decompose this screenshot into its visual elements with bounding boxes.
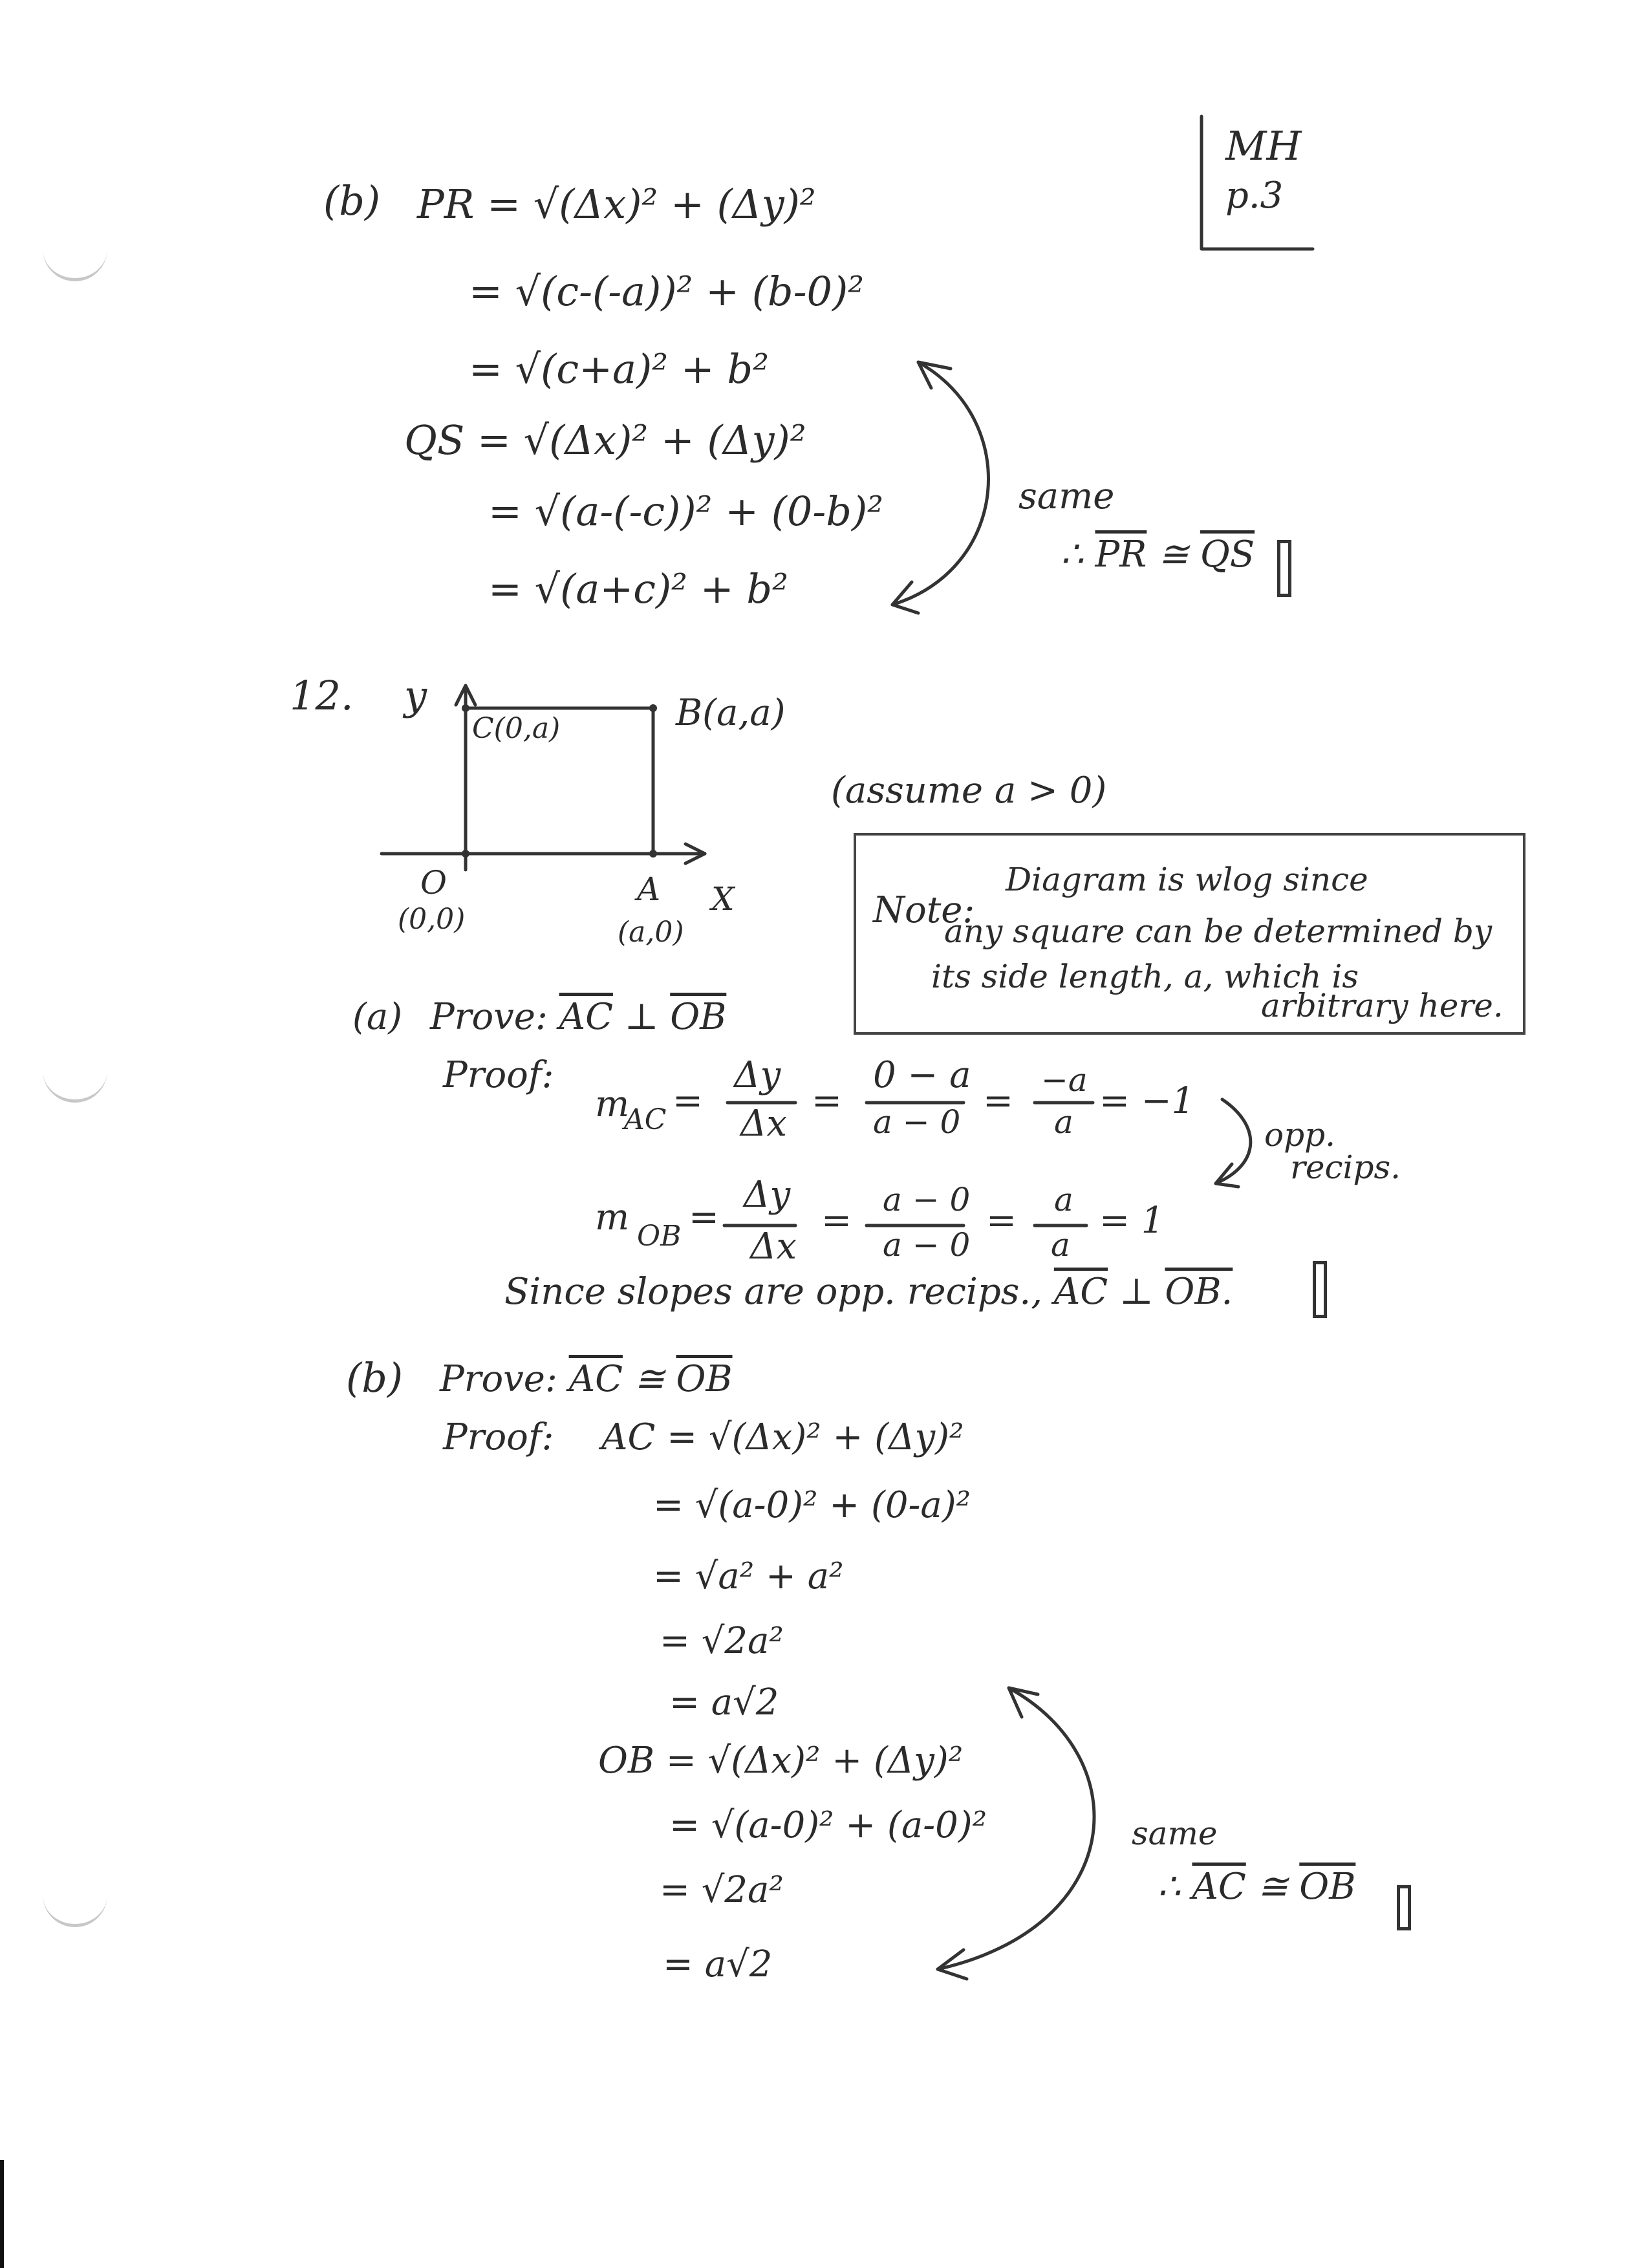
- since-statement: [504, 1271, 1233, 1313]
- slope-ac-result: = −1: [1099, 1080, 1195, 1122]
- slope-ob-result: = 1: [1099, 1200, 1165, 1242]
- part-a-statement: [430, 996, 727, 1038]
- note-line-1: Diagram is wlog since: [1006, 861, 1368, 898]
- conclusion-congruent-symbol: ≅: [1257, 1866, 1288, 1908]
- ac-ob-conclusion: [1158, 1866, 1356, 1908]
- assumption-text: (assume a > 0): [831, 770, 1107, 812]
- ac-line-5: = a√2: [669, 1681, 779, 1723]
- proof-label-a: Proof:: [443, 1054, 554, 1096]
- slope-ob-frac3-den: a: [1051, 1226, 1070, 1264]
- slope-ac-frac3-num: −a: [1041, 1061, 1088, 1099]
- part-b-statement: [440, 1358, 733, 1400]
- slope-ac-frac1-num: Δy: [734, 1054, 781, 1096]
- scan-edge: [0, 2160, 4, 2268]
- point-c-dot: [462, 704, 469, 712]
- segment-qs: $\overline{QS}$: [1200, 534, 1255, 576]
- pr-line-3: = √(c+a)² + b²: [469, 345, 769, 393]
- eq-sign-b1: =: [689, 1196, 719, 1238]
- slope-ac-frac2-den: a − 0: [873, 1103, 961, 1141]
- point-b-dot: [649, 704, 657, 712]
- point-o-coords: (0,0): [398, 903, 466, 936]
- conclusion-segment-ob: $\overline{OB}$: [1299, 1866, 1356, 1908]
- x-axis-arrow: [685, 844, 705, 863]
- x-axis-label: X: [711, 880, 735, 918]
- point-o-dot: [462, 850, 469, 858]
- slope-ob-frac2-den: a − 0: [883, 1226, 971, 1264]
- point-b-label: B(a,a): [676, 692, 786, 734]
- slope-ob-m: m: [595, 1196, 630, 1238]
- eq-sign-a2: =: [812, 1080, 842, 1122]
- therefore-symbol-b: ∴: [1158, 1866, 1181, 1908]
- opp-note-line-2: recips.: [1290, 1149, 1401, 1186]
- note-line-4: arbitrary here.: [1261, 987, 1503, 1024]
- since-segment-ob: OB.: [1165, 1271, 1233, 1313]
- pr-qs-conclusion: [1061, 534, 1255, 576]
- pr-line-1: PR = √(Δx)² + (Δy)²: [417, 180, 816, 228]
- opp-recips-arrow: [1216, 1099, 1251, 1183]
- part-a-label: (a): [352, 996, 403, 1038]
- problem-number: 12.: [290, 672, 354, 719]
- point-a-coords: (a,0): [618, 916, 684, 949]
- therefore-symbol: ∴: [1061, 534, 1084, 576]
- conclusion-segment-ac: $\overline{AC}$: [1192, 1866, 1246, 1908]
- arrowhead-top-1: [918, 362, 951, 388]
- point-c-label: C(0,a): [472, 712, 561, 745]
- ob-line-1: OB = √(Δx)² + (Δy)²: [598, 1740, 964, 1782]
- proof-label-b: Proof:: [443, 1416, 554, 1458]
- eq-sign-a3: =: [983, 1080, 1013, 1122]
- slope-ob-subscript: OB: [637, 1220, 682, 1253]
- slope-ac-m: m: [595, 1083, 630, 1125]
- note-line-3: its side length, a, which is: [931, 958, 1359, 995]
- end-of-proof-mark-3: [1397, 1885, 1411, 1930]
- slope-ac-frac1-den: Δx: [740, 1103, 788, 1145]
- prove-label-b: Prove:: [440, 1358, 557, 1400]
- header-page-number: p.3: [1225, 175, 1284, 217]
- y-axis-label: y: [404, 672, 427, 719]
- slope-ob-frac1-num: Δy: [744, 1174, 791, 1216]
- since-segment-ac: $\overline{AC}$: [1053, 1271, 1108, 1313]
- opp-recips-arrowhead: [1216, 1164, 1238, 1187]
- qs-line-1: QS = √(Δx)² + (Δy)²: [404, 416, 806, 464]
- point-a-dot: [649, 850, 657, 858]
- perpendicular-symbol: ⊥: [624, 996, 659, 1038]
- binder-hole-top: [43, 239, 107, 281]
- ob-line-4: = a√2: [663, 1943, 773, 1985]
- since-text: Since slopes are opp. recips.,: [504, 1271, 1043, 1313]
- eq-sign-a1: =: [673, 1080, 703, 1122]
- end-of-proof-mark-2: [1313, 1261, 1327, 1318]
- segment-ac-b: $\overline{AC}$: [568, 1358, 623, 1400]
- same-label-bottom: same: [1132, 1815, 1218, 1852]
- segment-ob-b: $\overline{OB}$: [676, 1358, 733, 1400]
- slope-ac-subscript: AC: [624, 1103, 667, 1136]
- slope-ac-frac3-den: a: [1054, 1103, 1073, 1141]
- note-line-2: any square can be determined by: [944, 913, 1493, 950]
- y-axis-arrow: [456, 686, 475, 705]
- same-arrow-top: [892, 362, 988, 605]
- slope-ob-frac2-num: a − 0: [883, 1181, 971, 1218]
- prove-label: Prove:: [430, 996, 548, 1038]
- arrowhead-top-2: [892, 582, 918, 613]
- segment-pr: $\overline{PR}$: [1095, 534, 1147, 576]
- eq-sign-b3: =: [986, 1200, 1017, 1242]
- qs-line-2: = √(a-(-c))² + (0-b)²: [488, 488, 884, 535]
- note-title: Note:: [873, 889, 975, 931]
- part-b-label: (b): [346, 1354, 404, 1401]
- qs-line-3: = √(a+c)² + b²: [488, 565, 788, 612]
- end-of-proof-mark-1: [1277, 540, 1291, 597]
- congruent-symbol-b: ≅: [634, 1358, 665, 1400]
- slope-ac-frac2-num: 0 − a: [873, 1054, 971, 1096]
- opp-note-line-1: opp.: [1264, 1116, 1336, 1154]
- ac-line-1: AC = √(Δx)² + (Δy)²: [601, 1416, 964, 1458]
- since-perpendicular-symbol: ⊥: [1119, 1271, 1154, 1313]
- ob-line-3: = √2a²: [660, 1869, 784, 1911]
- point-o-label: O: [420, 864, 447, 902]
- ac-line-2: = √(a-0)² + (0-a)²: [653, 1484, 971, 1526]
- header-initials: MH: [1225, 122, 1302, 169]
- ob-line-2: = √(a-0)² + (a-0)²: [669, 1804, 987, 1846]
- slope-ob-frac1-den: Δx: [750, 1226, 797, 1268]
- part-b-prev-label: (b): [323, 177, 381, 224]
- segment-ac: $\overline{AC}$: [559, 996, 613, 1038]
- same-label-top: same: [1018, 475, 1115, 517]
- slope-ob-frac3-num: a: [1054, 1181, 1073, 1218]
- point-a-label: A: [637, 870, 661, 908]
- binder-hole-bottom: [43, 1885, 107, 1927]
- segment-ob: $\overline{OB}$: [670, 996, 727, 1038]
- binder-hole-middle: [43, 1061, 107, 1103]
- eq-sign-b2: =: [821, 1200, 852, 1242]
- arrowhead-bottom-2: [938, 1950, 967, 1979]
- arrowhead-bottom-1: [1009, 1688, 1038, 1717]
- ac-line-3: = √a² + a²: [653, 1555, 844, 1597]
- ac-line-4: = √2a²: [660, 1620, 784, 1662]
- congruent-symbol: ≅: [1158, 534, 1189, 576]
- pr-line-2: = √(c-(-a))² + (b-0)²: [469, 268, 865, 315]
